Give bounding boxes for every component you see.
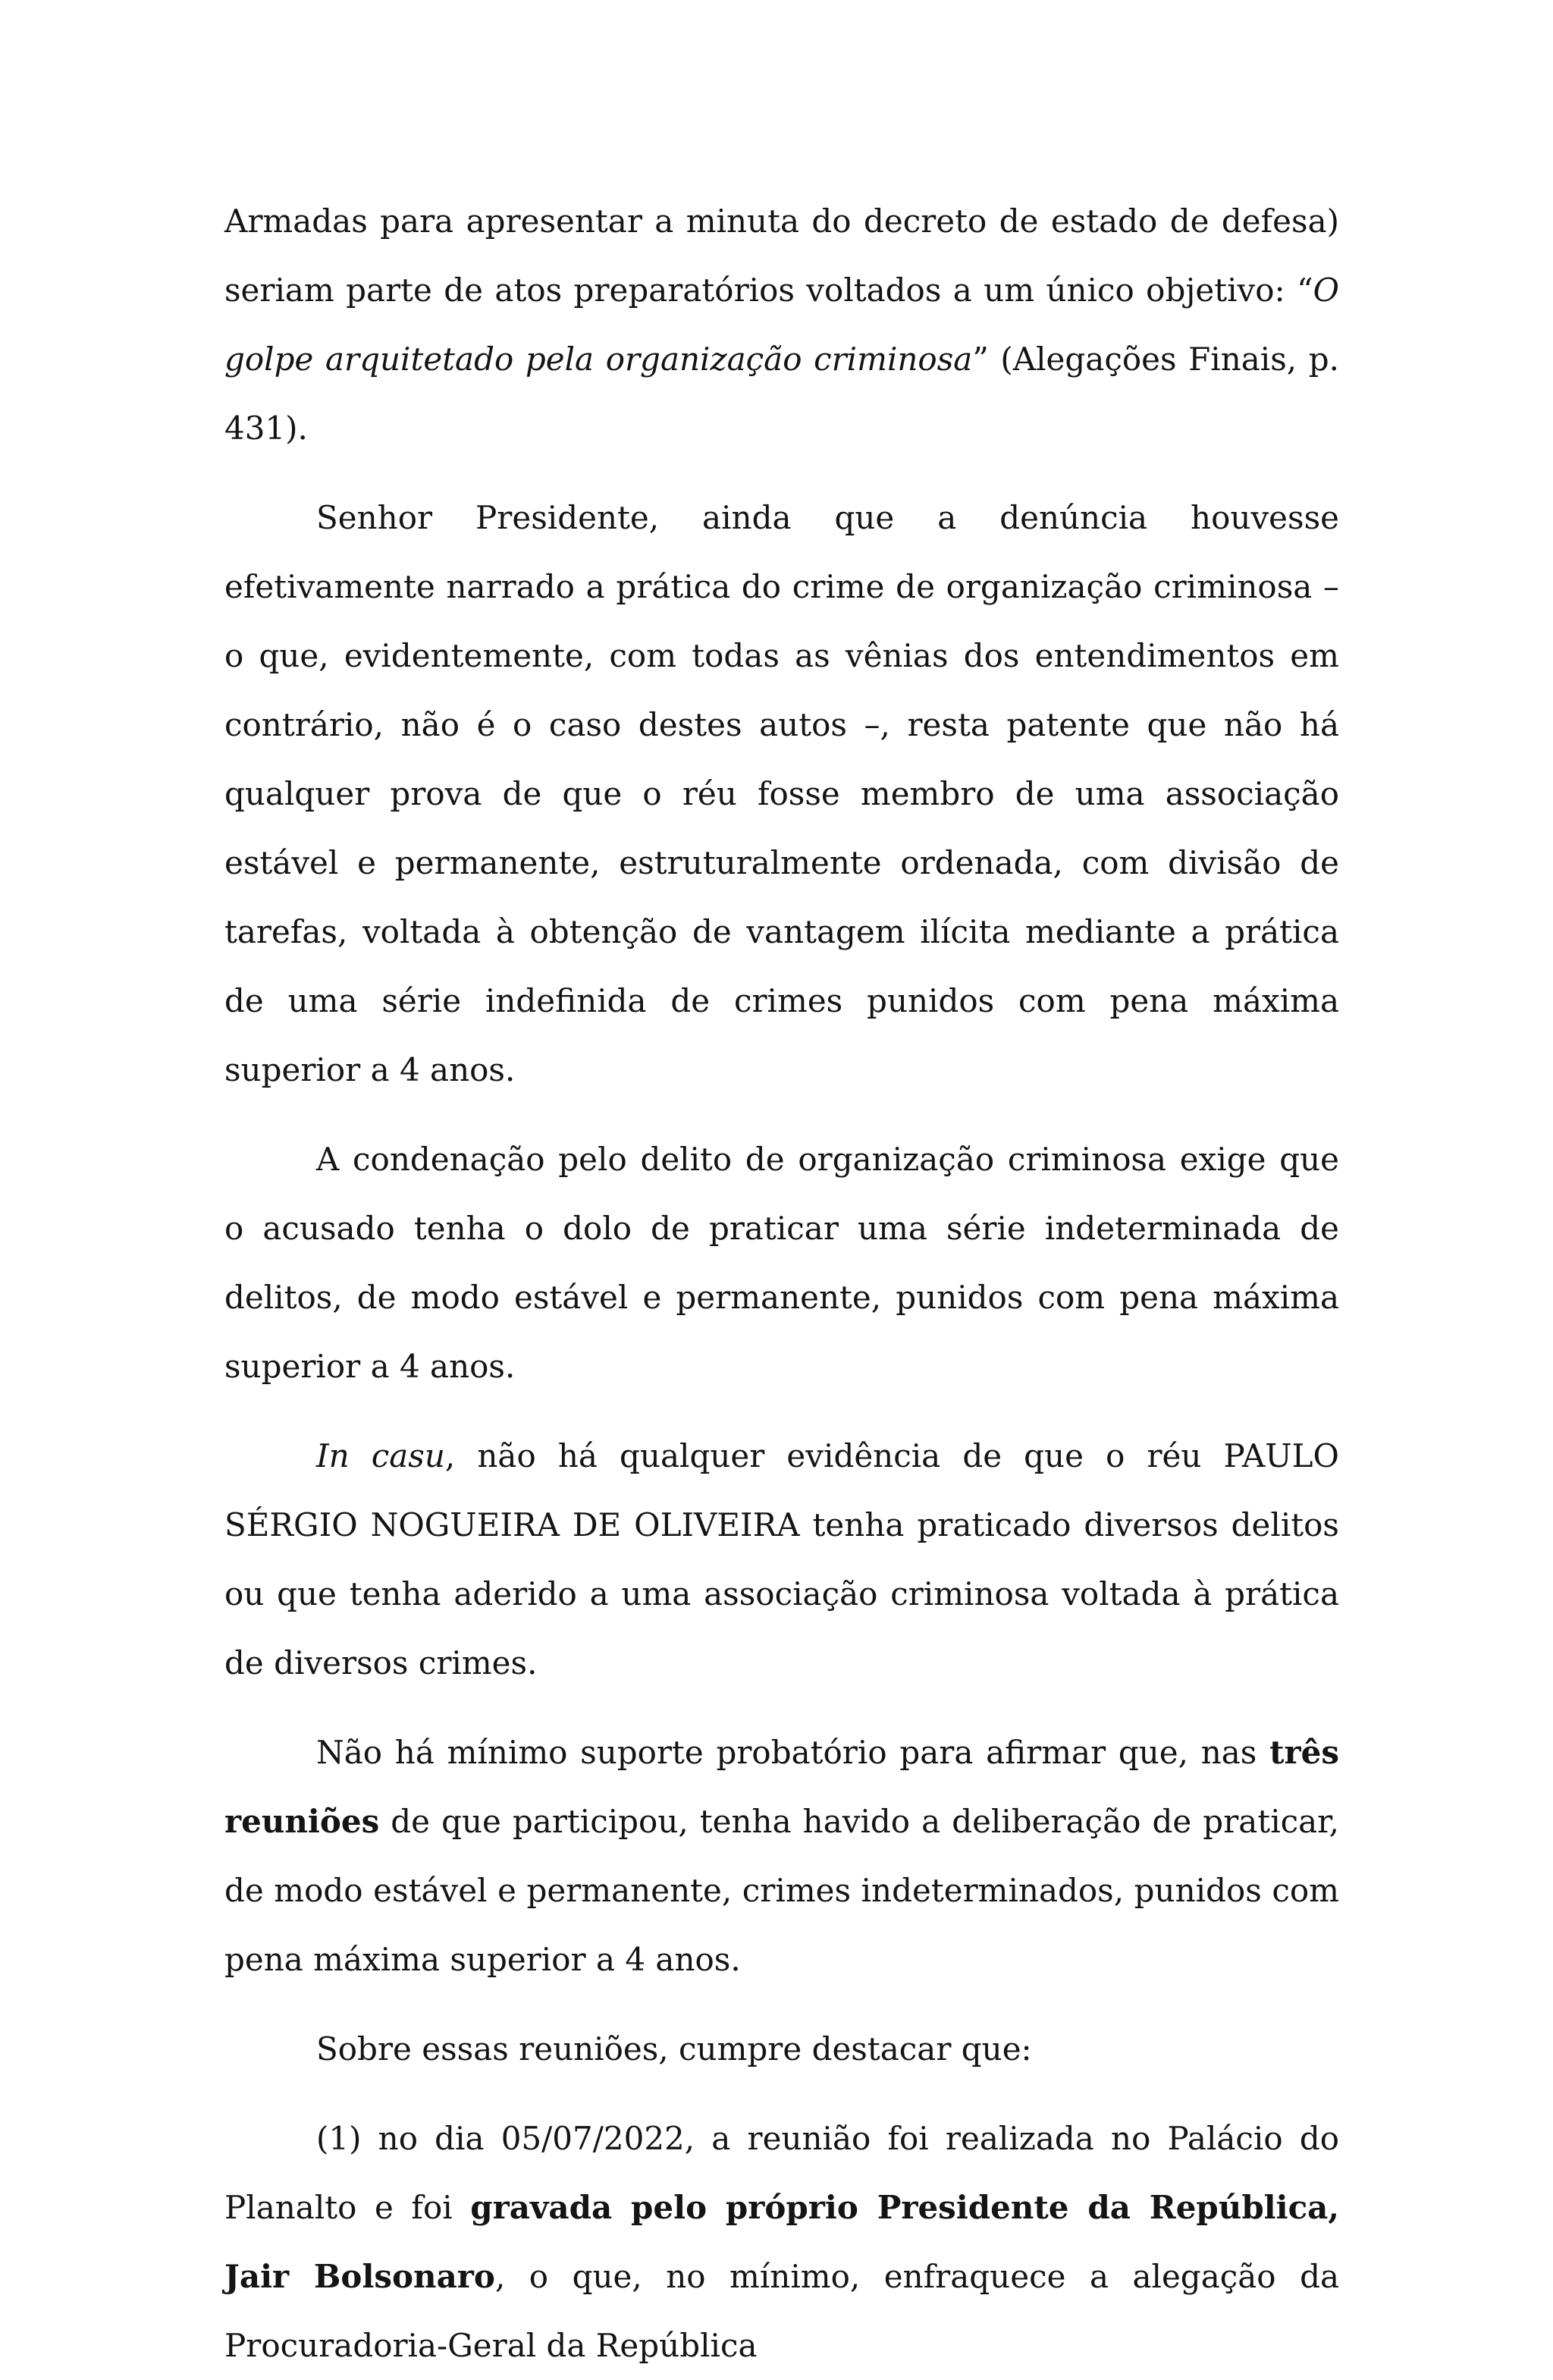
paragraph-5 [224,1718,1339,1994]
paragraph-7-text-b: , o que, no mínimo, enfraquece a alegação da Procuradoria-Geral da República [224,2258,1339,2364]
paragraph-4-italic-in-casu: In casu [316,1437,445,1474]
paragraph-4-text: , não há qualquer evidência de que o réu PAULO SÉRGIO NOGUEIRA DE OLIVEIRA tenha praticado diversos delitos ou que tenha aderido a uma associação criminosa voltada à prática de diversos crimes. [224,1437,1339,1681]
paragraph-4 [224,1421,1339,1697]
paragraph-5-bold-tres-reunioes: três reuniões [224,1734,1339,1840]
paragraph-3-text: A condenação pelo delito de organização criminosa exige que o acusado tenha o dolo de praticar uma série indeterminada de delitos, de modo estável e permanente, punidos com pena máxima superior a 4 anos. [224,1141,1339,1385]
paragraph-2 [224,483,1339,1104]
paragraph-7-text-a: (1) no dia 05/07/2022, a reunião foi realizada no Palácio do Planalto e foi [224,2120,1339,2226]
paragraph-1-text-a: Armadas para apresentar a minuta do decreto de estado de defesa) seriam parte de atos preparatórios voltados a um único objetivo: “ [224,203,1339,309]
paragraph-7 [224,2104,1339,2380]
paragraph-1 [224,187,1339,463]
paragraph-6-text: Sobre essas reuniões, cumpre destacar que: [316,2030,1032,2068]
paragraph-5-text-b: de que participou, tenha havido a deliberação de praticar, de modo estável e permanente, crimes indeterminados, punidos com pena máxima superior a 4 anos. [224,1803,1339,1978]
paragraph-6 [224,2014,1339,2083]
paragraph-2-text: Senhor Presidente, ainda que a denúncia houvesse efetivamente narrado a prática do crime de organização criminosa – o que, evidentemente, com todas as vênias dos entendimentos em contrário, não é o caso destes autos –, resta patente que não há qualquer prova de que o réu fosse membro de uma associação estável e permanente, estruturalmente ordenada, com divisão de tarefas, voltada à obtenção de vantagem ilícita mediante a prática de uma série indefinida de crimes punidos com pena máxima superior a 4 anos. [224,499,1339,1088]
paragraph-1-text-b: ” (Alegações Finais, p. 431). [224,341,1339,447]
paragraph-1-italic-quote: O golpe arquitetado pela organização criminosa [224,272,1339,378]
paragraph-7-bold-gravada: gravada pelo próprio Presidente da República, Jair Bolsonaro [224,2189,1340,2295]
paragraph-3 [224,1125,1339,1401]
document-body [224,187,1339,2380]
paragraph-5-text-a: Não há mínimo suporte probatório para afirmar que, nas [316,1734,1270,1771]
